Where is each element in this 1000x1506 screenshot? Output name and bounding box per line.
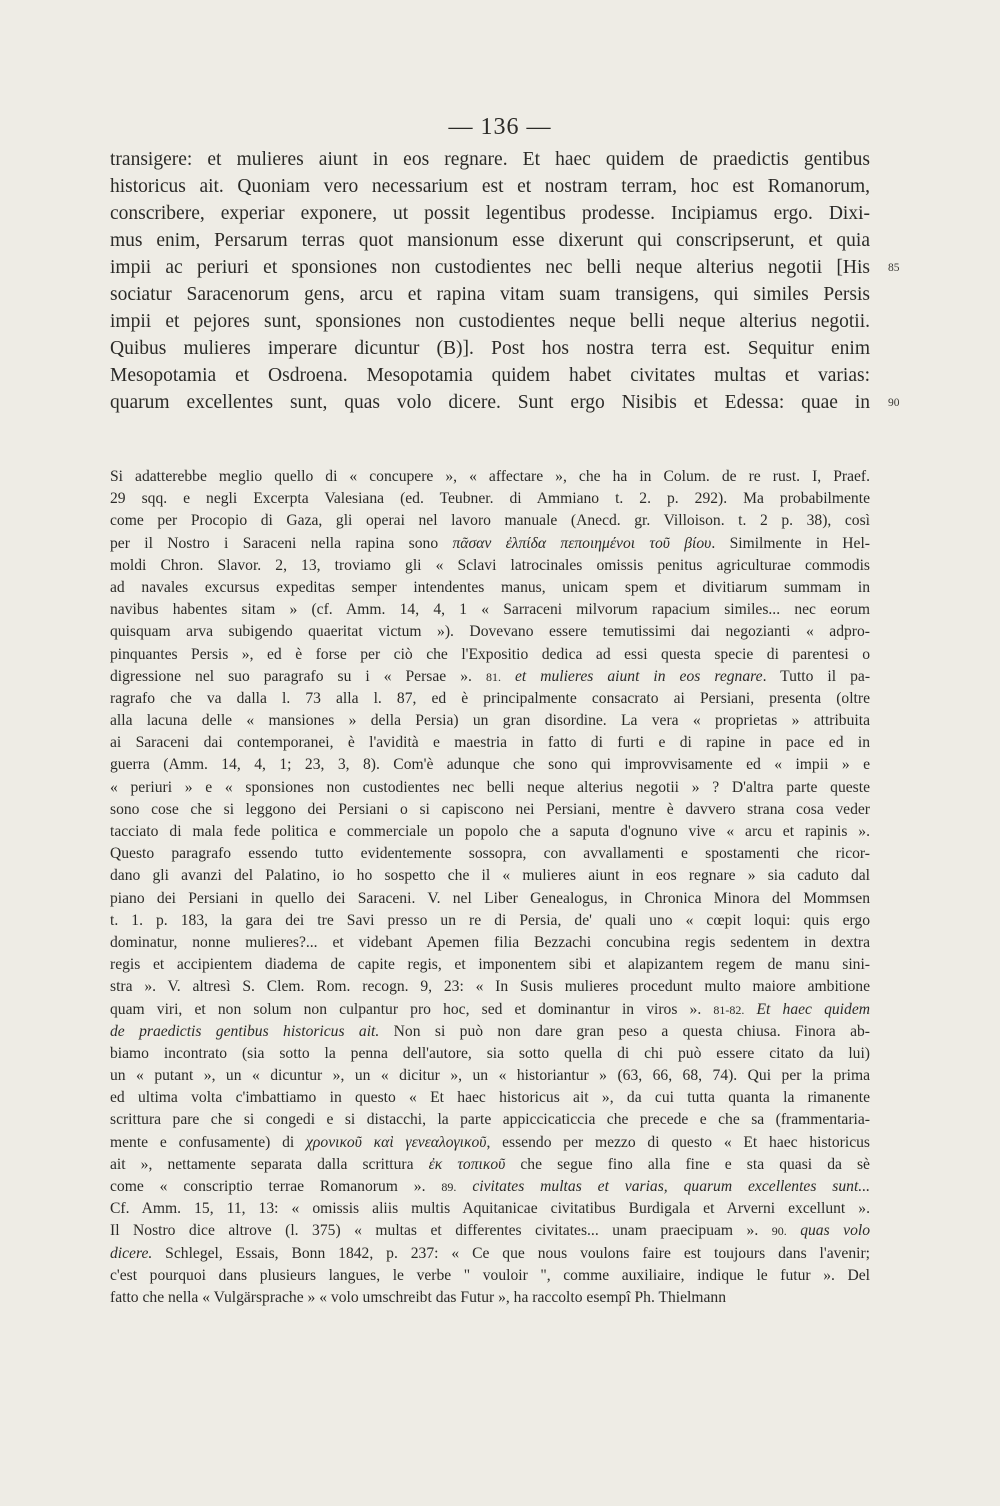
- main-line: impii ac periuri et sponsiones non custodientes nec belli neque alterius negotii [His: [110, 257, 870, 278]
- note-line: pinquantes Persis », ed è forse per ciò che l'Expositio dedica ad essi questa specie di parentesi o: [110, 645, 870, 663]
- note-line: navibus habentes sitam » (cf. Amm. 14, 4, 1 « Sarraceni milvorum rapacium similes... nec eorum: [110, 601, 870, 619]
- note-line: guerra (Amm. 14, 4, 1; 23, 3, 8). Com'è adunque che sono qui improvvisamente ed « impii » e: [110, 756, 870, 774]
- lemma: dicere.: [110, 1244, 153, 1262]
- note-text: per il Nostro i Saraceni nella rapina sono: [110, 534, 453, 552]
- note-line: tacciato di mala fede politica e commerciale un popolo che a saputa d'ognuno vive « arcu et rapinis ».: [110, 823, 870, 840]
- note-line: quisquam arva subigendo quaeritat victum »). Dovevano essere temutissimi dai negozianti « adpro-: [110, 623, 870, 641]
- main-line: impii et pejores sunt, sponsiones non custodientes neque belli neque alterius negotii.: [110, 311, 870, 332]
- greek-phrase: χρονικοῦ καὶ γενεαλογικοῦ: [306, 1133, 487, 1151]
- note-text: come « conscriptio terrae Romanorum ».: [110, 1178, 426, 1195]
- main-line: historicus ait. Quoniam vero necessarium est et nostram terram, hoc est Romanorum,: [110, 176, 870, 197]
- note-line: [110, 1154, 870, 1176]
- page-number: — 136 —: [448, 114, 552, 140]
- note-line: [110, 999, 870, 1021]
- lemma: quas volo: [800, 1222, 870, 1240]
- note-text: Schlegel, Essais, Bonn 1842, p. 237: « Ce que nous voulons faire est toujours dans l'avenir;: [152, 1244, 870, 1262]
- note-text: che segue fino alla fine e sta quasi da sè: [505, 1155, 870, 1173]
- note-line: ad navales excursus expeditas semper intendentes manus, unicam spem et divitiarum summam in: [110, 578, 870, 596]
- lemma: et mulieres aiunt in eos regnare: [514, 667, 763, 685]
- note-text: Non si può non dare gran peso a questa chiusa. Finora ab-: [379, 1022, 870, 1040]
- note-line: dano gli avanzi del Palatino, io ho sospetto che il « mulieres aiunt in eos regnare » sia caduto dal: [110, 867, 870, 885]
- note-line: [110, 1243, 870, 1265]
- note-text: Il Nostro dice altrove (l. 375) « multas et differentes civitates... unam praecipuam ».: [110, 1222, 759, 1240]
- note-text: . Tutto il pa-: [762, 667, 871, 685]
- main-line: conscribere, experiar exponere, ut possit legentibus prodesse. Incipiamus ergo. Dixi-: [110, 203, 870, 224]
- note-ref-number: 81-82.: [713, 1002, 745, 1017]
- lemma: Et haec quidem: [756, 1000, 870, 1018]
- main-line: Mesopotamia et Osdroena. Mesopotamia quidem habet civitates multas et varias:: [110, 365, 870, 386]
- note-line: Si adatterebbe meglio quello di « concupere », « affectare », che ha in Colum. de re rust. I, Praef.: [110, 468, 870, 485]
- note-line: fatto che nella « Vulgärsprache » « volo umschreibt das Futur », ha raccolto esempî Ph. Thielmann: [110, 1288, 727, 1306]
- note-text: mente e confusamente) di: [110, 1133, 307, 1151]
- note-line: sono cose che si leggono dei Persiani o si capiscono nei Persiani, mentre è davvero strana cosa veder: [110, 800, 870, 818]
- note-text: ait », nettamente separata dalla scrittura: [110, 1155, 429, 1173]
- note-line: biamo incontrato (sia sotto la penna dell'autore, sia sotto quella di chi può essere citato da lui): [110, 1044, 870, 1062]
- note-text: quam viri, et non solum non culpantur pro hoc, sed et dominantur in viros ».: [110, 1000, 702, 1018]
- note-line: stra ». V. altresì S. Clem. Rom. recogn. 9, 23: « In Susis mulieres procedunt multo maiore ambitione: [110, 978, 870, 996]
- note-line: un « putant », un « dicuntur », un « dicitur », un « historiantur » (63, 66, 68, 74). Qui per la prima: [110, 1067, 870, 1085]
- note-line: ragrafo che va dalla l. 73 alla l. 87, ed è principalmente consacrato ai Persiani, presenta (oltre: [110, 689, 870, 707]
- note-ref-number: 90.: [771, 1224, 787, 1239]
- main-text: [110, 146, 870, 416]
- note-line: [110, 1176, 870, 1198]
- note-line: ed ultima volta c'imbattiamo in questo « Et haec historicus ait », da cui tutta quanta la rimanente: [110, 1089, 870, 1107]
- note-line: Questo paragrafo essendo tutto evidentemente sossopra, con avvallamenti e spostamenti che ricor-: [110, 845, 870, 863]
- note-line: alla lacuna delle « mansiones » della Persia) un gran disordine. La vera « proprietas » attribuita: [110, 712, 870, 730]
- note-text: . Similmente in Hel-: [711, 534, 870, 552]
- note-line: Cf. Amm. 15, 11, 13: « omissis aliis multis Aquitanicae civitatibus Burdigala et Arverni excellunt ».: [110, 1200, 870, 1218]
- note-line: [110, 1021, 870, 1043]
- lemma: de praedictis gentibus historicus ait.: [110, 1022, 380, 1040]
- note-ref-number: 81.: [485, 669, 501, 684]
- note-text: , essendo per mezzo di questo « Et haec historicus: [486, 1133, 870, 1151]
- note-line: ai Saraceni dai contemporanei, è l'avidità e maestria in fatto di furti e di rapine in pace ed in: [110, 734, 870, 752]
- note-line: moldi Chron. Slavor. 2, 13, troviamo gli « Sclavi latrocinales omissis penitus agriculturae commodis: [110, 556, 870, 574]
- note-line: [110, 666, 870, 688]
- note-line: c'est pourquoi dans plusieurs langues, le verbe " vouloir ", comme auxiliaire, indique le futur ». Del: [110, 1266, 870, 1284]
- note-line: come per Procopio di Gaza, gli operai nel lavoro manuale (Anecd. gr. Villoison. t. 2 p. 38), così: [110, 512, 870, 530]
- line-number-85: 85: [888, 262, 900, 274]
- line-number-90: 90: [888, 397, 900, 409]
- note-line: [110, 1220, 870, 1242]
- note-ref-number: 89.: [441, 1180, 457, 1194]
- main-line: transigere: et mulieres aiunt in eos regnare. Et haec quidem de praedictis gentibus: [110, 149, 870, 170]
- main-line: sociatur Saracenorum gens, arcu et rapina vitam suam transigens, qui similes Persis: [110, 284, 870, 305]
- main-line: mus enim, Persarum terras quot mansionum esse dixerunt qui conscripserunt, et quia: [110, 230, 870, 251]
- note-line: scrittura pare che si congedi e si distacchi, la parte appiccicaticcia che precede e che sa (frammentaria-: [110, 1111, 870, 1129]
- note-line: 29 sqq. e negli Excerpta Valesiana (ed. Teubner. di Ammiano t. 2. p. 292). Ma probabilmente: [110, 490, 870, 508]
- note-line: dominatur, nonne mulieres?... et videbant Apemen filia Bezzachi concubina regis sedentem in dextra: [110, 933, 870, 951]
- main-line: quarum excellentes sunt, quas volo dicere. Sunt ergo Nisibis et Edessa: quae in: [110, 392, 870, 413]
- main-line: Quibus mulieres imperare dicuntur (B)]. Post hos nostra terra est. Sequitur enim: [110, 338, 870, 359]
- greek-phrase: ἐκ τοπικοῦ: [428, 1155, 506, 1173]
- note-line: piano dei Persiani in quello dei Saraceni. V. nel Liber Genealogus, in Chronica Minora del Mommsen: [110, 889, 870, 907]
- commentary-notes: [110, 466, 870, 1309]
- note-text: digressione nel suo paragrafo su i « Persae ».: [110, 667, 472, 685]
- note-line: [110, 533, 870, 555]
- lemma: civitates multas et varias, quarum excellentes sunt...: [472, 1178, 870, 1195]
- note-line: [110, 1132, 870, 1154]
- note-line: regis et accipientem diadema de capite regis, et imponentem sibi et alapizantem regem de manu sini-: [110, 956, 870, 974]
- note-line: « periuri » e « sponsiones non custodientes nec belli neque alterius negotii » ? D'altra parte queste: [110, 778, 870, 796]
- note-line: t. 1. p. 183, la gara dei tre Savi presso un re di Persia, de' quali uno « cœpit loqui: quis ergo: [110, 911, 870, 929]
- greek-phrase: πᾶσαν ἐλπίδα πεποιημένοι τοῦ βίου: [452, 534, 712, 552]
